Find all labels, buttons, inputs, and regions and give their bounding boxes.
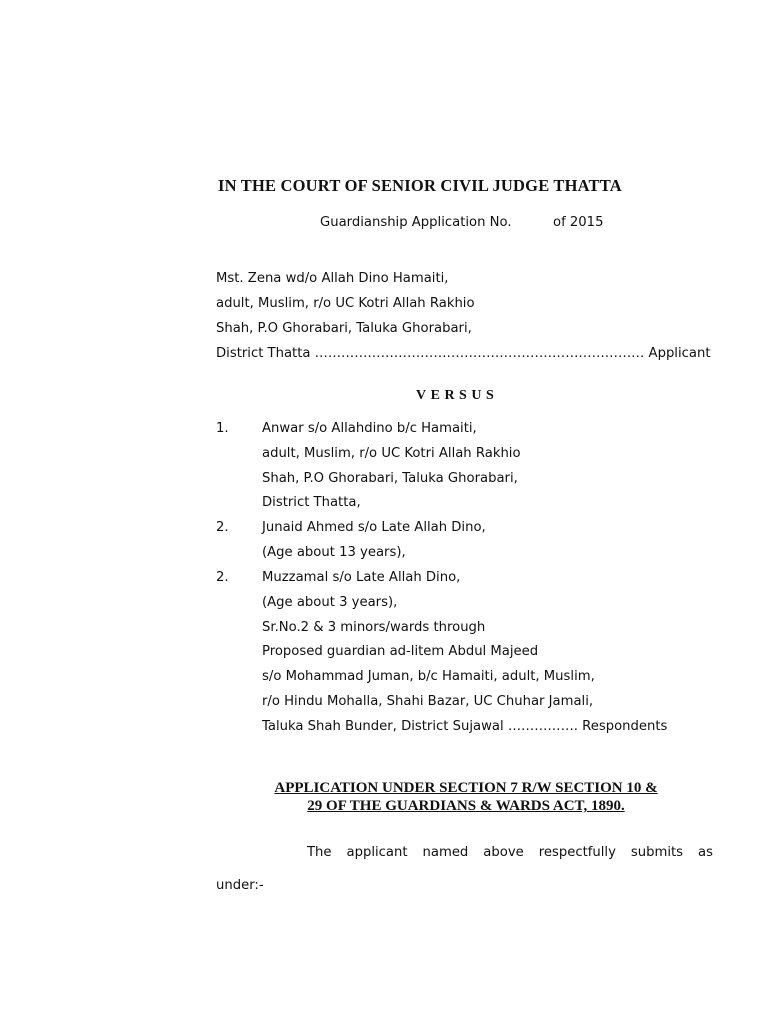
respondent-line: Shah, P.O Ghorabari, Taluka Ghorabari, (262, 471, 518, 486)
respondent-line: r/o Hindu Mohalla, Shahi Bazar, UC Chuhar Jamali, (262, 694, 594, 709)
respondent-line: Junaid Ahmed s/o Late Allah Dino, (262, 520, 486, 535)
application-heading-line: APPLICATION UNDER SECTION 7 R/W SECTION 10 & (274, 780, 658, 796)
respondent-line: Anwar s/o Allahdino b/c Hamaiti, (262, 421, 477, 436)
respondent-line: s/o Mohammad Juman, b/c Hamaiti, adult, Muslim, (262, 669, 595, 684)
body-paragraph-line: The applicant named above respectfully submits as (307, 845, 713, 860)
respondent-line: Proposed guardian ad-litem Abdul Majeed (262, 644, 539, 659)
application-year: of 2015 (553, 215, 604, 230)
respondent-line: Taluka Shah Bunder, District Sujawal ……………. Respondents (262, 719, 668, 734)
body-paragraph-line: under:- (216, 878, 264, 893)
application-heading (210, 779, 722, 815)
respondent-line: adult, Muslim, r/o UC Kotri Allah Rakhio (262, 446, 521, 461)
applicant-line: Shah, P.O Ghorabari, Taluka Ghorabari, (216, 321, 472, 336)
applicant-line: Mst. Zena wd/o Allah Dino Hamaiti, (216, 271, 449, 286)
respondent-line: (Age about 3 years), (262, 595, 398, 610)
respondent-line: District Thatta, (262, 495, 361, 510)
respondent-line: Sr.No.2 & 3 minors/wards through (262, 620, 486, 635)
respondent-line: Muzzamal s/o Late Allah Dino, (262, 570, 461, 585)
applicant-designation-line: District Thatta ………………………………………………………………… Applicant (216, 346, 711, 361)
application-number-label: Guardianship Application No. (320, 215, 512, 230)
application-heading-period: . (620, 798, 625, 814)
court-title: IN THE COURT OF SENIOR CIVIL JUDGE THATTA (218, 176, 622, 195)
respondent-number: 2. (216, 570, 229, 585)
respondent-line: (Age about 13 years), (262, 545, 406, 560)
application-heading-line: 29 OF THE GUARDIANS & WARDS ACT, 1890 (307, 798, 621, 814)
respondent-number: 1. (216, 421, 229, 436)
versus-heading: VERSUS (416, 388, 499, 403)
applicant-line: adult, Muslim, r/o UC Kotri Allah Rakhio (216, 296, 475, 311)
respondent-number: 2. (216, 520, 229, 535)
